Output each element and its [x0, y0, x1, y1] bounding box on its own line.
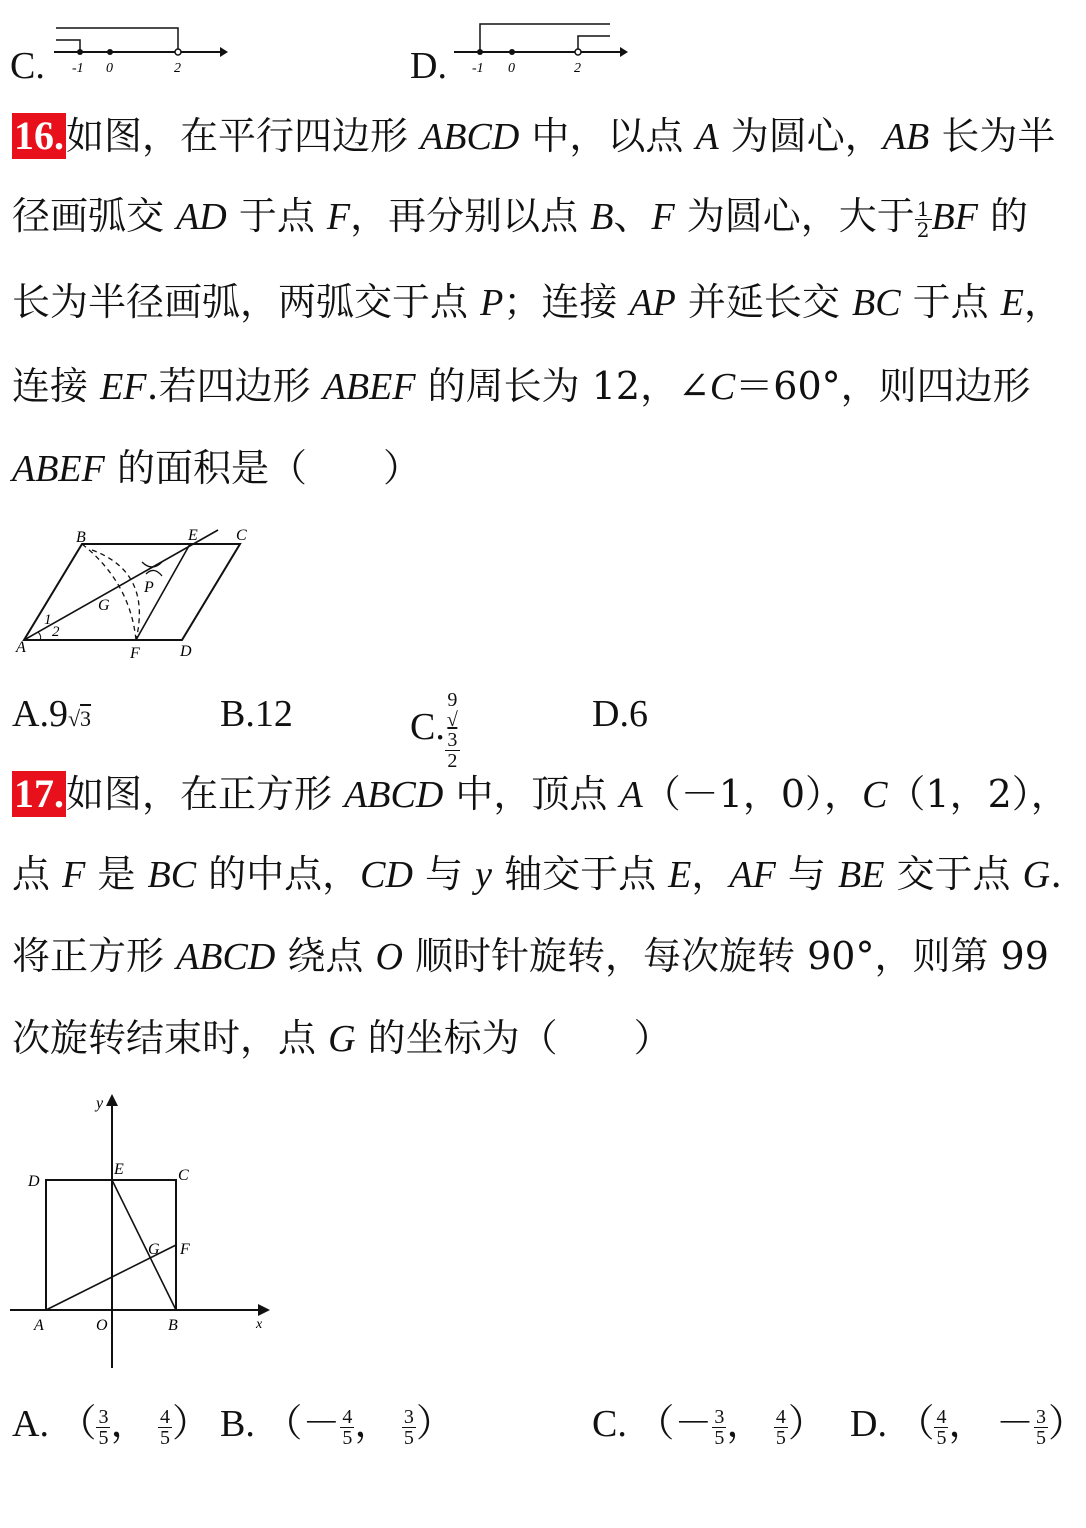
label-angle-1: 1: [44, 612, 52, 628]
label-B: B: [76, 529, 86, 546]
tick-label: 2: [174, 61, 181, 76]
q16-option-b[interactable]: B.12: [220, 693, 293, 735]
q17-coordinate-figure: [8, 1090, 278, 1372]
q16-option-a[interactable]: A.9√3: [12, 693, 92, 735]
label-G: G: [98, 597, 110, 614]
q16-parallelogram-figure: [12, 522, 262, 662]
tick-label: 2: [574, 61, 581, 76]
label-C: C: [236, 527, 247, 544]
label-x: x: [256, 1317, 263, 1332]
q17-option-c[interactable]: C. （－ $\frac{3}{5}$ ， $\frac{4}{5}$ ）: [592, 1403, 826, 1449]
q16-line-5: ABEF 的面积是（ ）: [12, 446, 421, 490]
tick-label: -1: [72, 61, 84, 76]
label-A: A: [34, 1317, 44, 1334]
q17-option-d[interactable]: D. （ $\frac{4}{5}$ ， － $\frac{3}{5}$ ）: [850, 1403, 1086, 1449]
q16-option-d[interactable]: D.6: [592, 693, 648, 735]
label-F: F: [130, 645, 140, 662]
number-line-d: [450, 20, 630, 80]
q17-number-badge: 17.: [14, 771, 64, 816]
q16-line-3: 长为半径画弧，两弧交于点 P；连接 AP 并延长交 BC 于点 E，: [12, 280, 1062, 324]
label-D: D: [180, 643, 192, 660]
q17-line-4: 次旋转结束时，点 G 的坐标为（ ）: [12, 1016, 672, 1060]
q17-line-3: 将正方形 ABCD 绕点 O 顺时针旋转，每次旋转 90°，则第 99: [12, 934, 1049, 978]
label-C: C: [178, 1167, 189, 1184]
q16-line-4: 连接 EF.若四边形 ABEF 的周长为 12，∠C＝60°，则四边形: [12, 364, 1031, 408]
q17-option-a[interactable]: A. （ $\frac{3}{5}$ ， $\frac{4}{5}$ ）: [12, 1403, 210, 1449]
tick-label: 0: [106, 61, 113, 76]
number-line-c: [50, 20, 230, 80]
tick-label: 0: [508, 61, 515, 76]
q16-line-2: 径画弧交 AD 于点 F，再分别以点 B、F 为圆心，大于 $\frac{1}{2}$ BF 的: [12, 194, 1029, 242]
q16-number-badge: 16.: [14, 113, 64, 158]
q17-line-1: 17.如图，在正方形 ABCD 中，顶点 A（－1，0），C（1，2），: [14, 771, 1069, 816]
label-E: E: [188, 527, 198, 544]
label-G: G: [148, 1241, 160, 1258]
label-B: B: [168, 1317, 178, 1334]
q17-line-2: 点 F 是 BC 的中点，CD 与 y 轴交于点 E，AF 与 BE 交于点 G.: [12, 852, 1063, 896]
label-angle-2: 2: [52, 624, 60, 640]
label-F: F: [180, 1241, 190, 1258]
label-O: O: [96, 1317, 108, 1334]
label-D: D: [28, 1173, 40, 1190]
q16-line-1: 16.如图，在平行四边形 ABCD 中，以点 A 为圆心，AB 长为半: [14, 113, 1056, 158]
fraction-half: $\frac{1}{2}$: [916, 197, 930, 242]
tick-label: -1: [472, 61, 484, 76]
label-E: E: [114, 1161, 124, 1178]
label-A: A: [16, 639, 26, 656]
label-P: P: [144, 579, 154, 596]
option-c-label: C.: [10, 45, 45, 87]
q16-option-c[interactable]: C. 9 √ 3 2: [410, 689, 458, 772]
option-d-label: D.: [410, 45, 447, 87]
label-y: y: [96, 1095, 104, 1112]
q17-option-b[interactable]: B. （－ $\frac{4}{5}$ ， $\frac{3}{5}$ ）: [220, 1403, 454, 1449]
